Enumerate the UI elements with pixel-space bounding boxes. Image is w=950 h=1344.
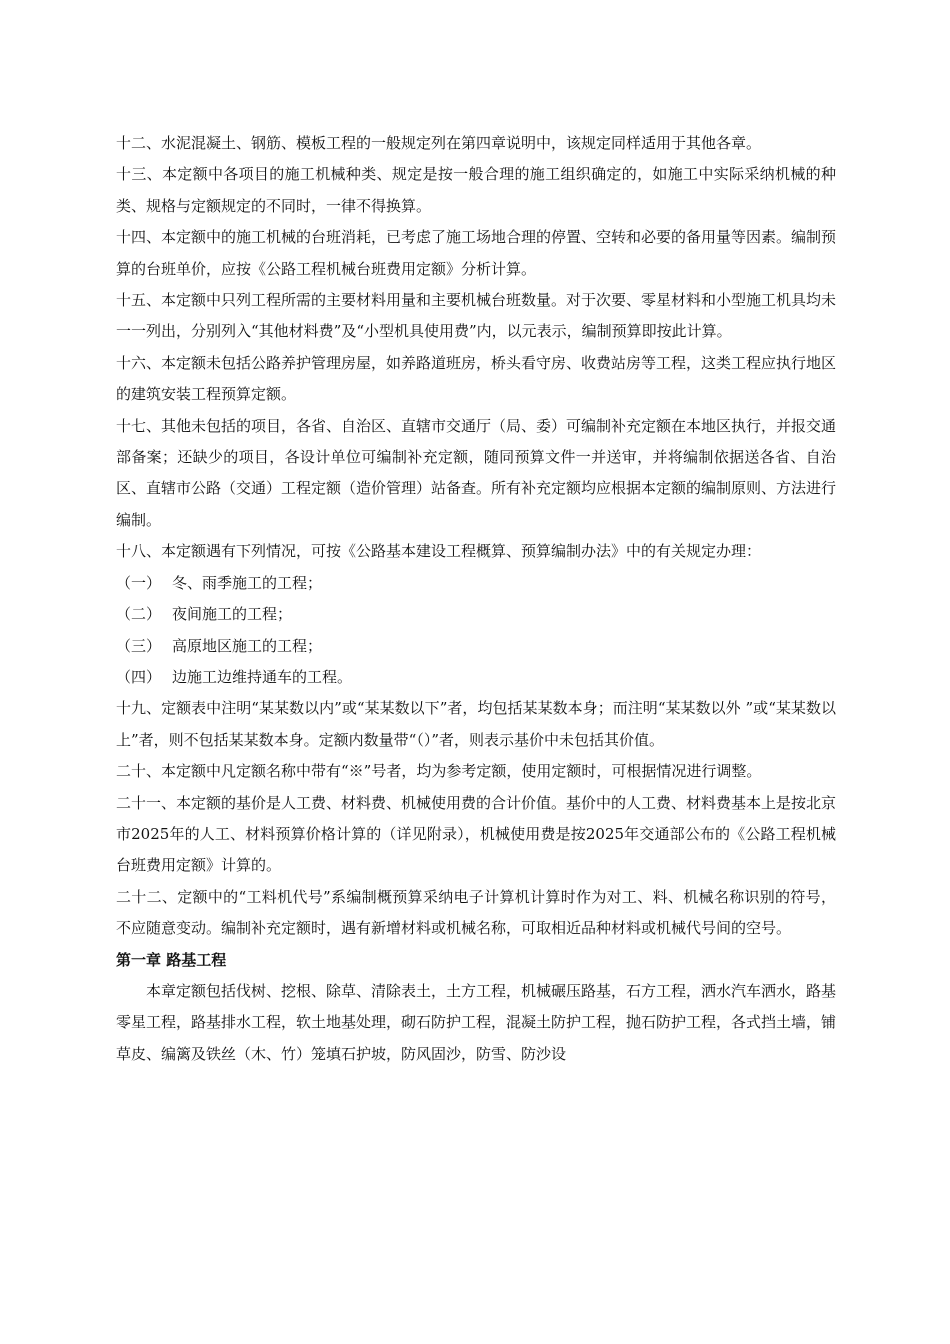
- list-item: [116, 599, 836, 630]
- paragraph-20: 二十、本定额中凡定额名称中带有“※”号者，均为参考定额，使用定额时，可根据情况进行调整。: [116, 762, 762, 781]
- chapter-heading: 第一章 路基工程: [116, 950, 227, 969]
- chapter-intro: 本章定额包括伐树、挖根、除草、清除表土，土方工程，机械碾压路基，石方工程，洒水汽车洒水，路基零星工程，路基排水工程，软土地基处理，砌石防护工程，混凝土防护工程，抛石防护工程，各式挡土墙，铺草皮、编篱及铁丝（木、竹）笼填石护坡，防风固沙，防雪、防沙设: [116, 981, 837, 1063]
- list-item-text: 夜间施工的工程；: [172, 605, 293, 624]
- list-item-text: 边施工边维持通车的工程。: [172, 667, 353, 686]
- list-item-marker: （一）: [116, 573, 162, 592]
- paragraph-16: 十六、本定额未包括公路养护管理房屋，如养路道班房，桥头看守房、收费站房等工程，这类工程应执行地区的建筑安装工程预算定额。: [116, 353, 837, 404]
- list-item: [116, 631, 836, 662]
- paragraph-14: 十四、本定额中的施工机械的台班消耗，已考虑了施工场地合理的停置、空转和必要的备用量等因素。编制预算的台班单价，应按《公路工程机械台班费用定额》分析计算。: [116, 228, 837, 278]
- paragraph-15: 十五、本定额中只列工程所需的主要材料用量和主要机械台班数量。对于次要、零星材料和小型施工机具均未一一列出，分别列入“其他材料费”及“小型机具使用费”内，以元表示，编制预算即按此计算。: [116, 291, 837, 341]
- paragraph-21: 二十一、本定额的基价是人工费、材料费、机械使用费的合计价值。基价中的人工费、材料费基本上是按北京市2025年的人工、材料预算价格计算的（详见附录），机械使用费是按2025年交通部公布的《公路工程机械台班费用定额》计算的。: [116, 793, 837, 875]
- paragraph-19: 十九、定额表中注明“某某数以内”或“某某数以下”者，均包括某某数本身；而注明“某某数以外 ”或“某某数以上”者，则不包括某某数本身。定额内数量带“（）”者，则表示基价中未包括其价值。: [116, 699, 836, 749]
- list-item-text: 冬、雨季施工的工程；: [172, 573, 323, 592]
- paragraph-17: 十七、其他未包括的项目，各省、自治区、直辖市交通厅（局、委）可编制补充定额在本地区执行，并报交通部备案；还缺少的项目，各设计单位可编制补充定额，随同预算文件一并送审，并将编制依据送各省、自治区、直辖市公路（交通）工程定额（造价管理）站备查。所有补充定额均应根据本定额的编制原则、方法进行编制。: [116, 416, 837, 529]
- list-item-marker: （三）: [116, 636, 162, 655]
- paragraph-13: 十三、本定额中各项目的施工机械种类、规定是按一般合理的施工组织确定的，如施工中实际采纳机械的种类、规格与定额规定的不同时，一律不得换算。: [116, 165, 836, 215]
- list-item-text: 高原地区施工的工程；: [172, 636, 323, 655]
- list-item-marker: （二）: [116, 605, 162, 624]
- paragraph-22: 二十二、定额中的“工料机代号”系编制概预算采纳电子计算机计算时作为对工、料、机械名称识别的符号，不应随意变动。编制补充定额时，遇有新增材料或机械名称，可取相近品种材料或机械代号间的空号。: [116, 887, 836, 938]
- paragraph-12: 十二、水泥混凝土、钢筋、模板工程的一般规定列在第四章说明中，该规定同样适用于其他各章。: [116, 134, 762, 152]
- document-body: [116, 128, 836, 1070]
- list-item: [116, 568, 836, 599]
- list-item-marker: （四）: [116, 667, 162, 686]
- paragraph-18: 十八、本定额遇有下列情况，可按《公路基本建设工程概算、预算编制办法》中的有关规定办理：: [116, 542, 762, 561]
- list-item: [116, 662, 836, 693]
